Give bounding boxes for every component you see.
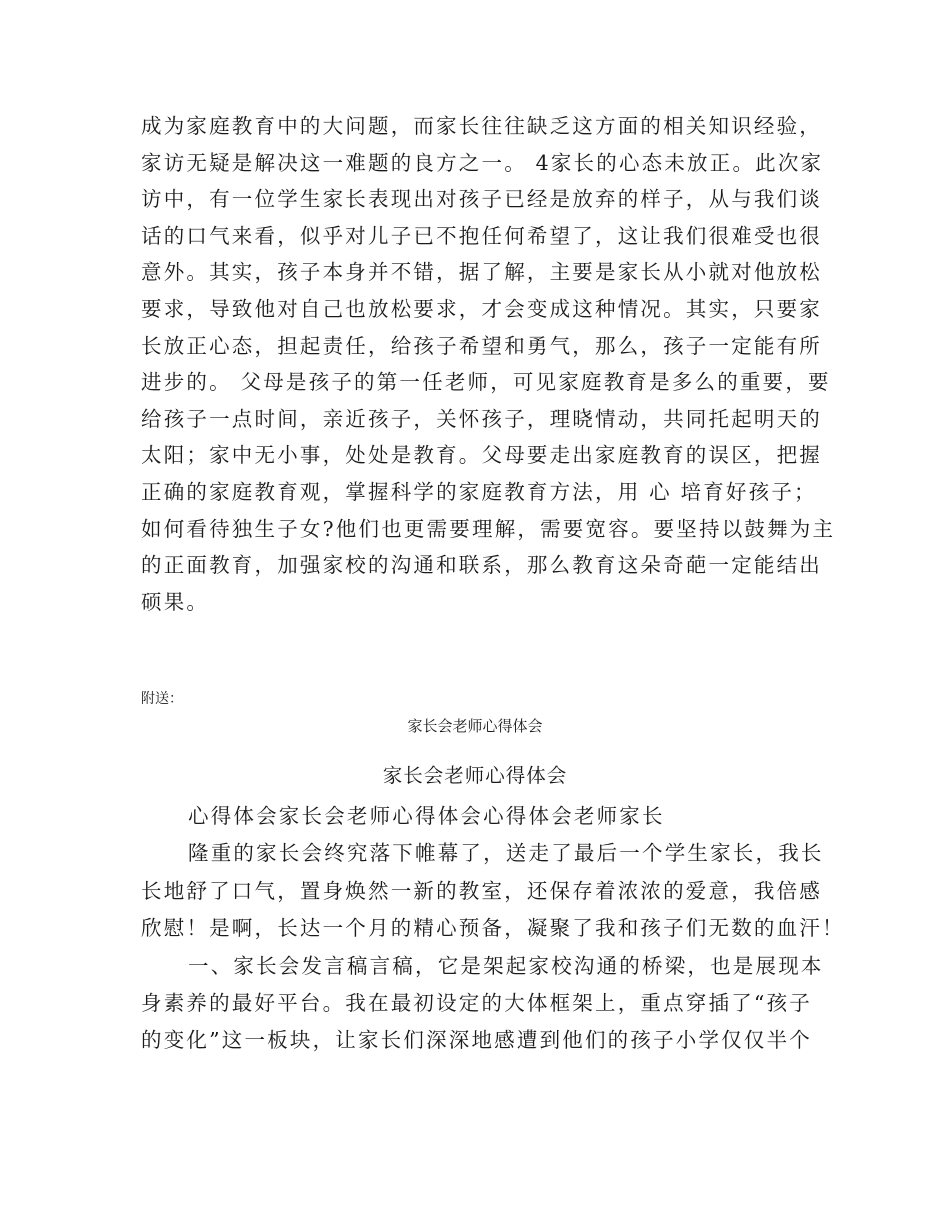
appendix-label: 附送： bbox=[141, 691, 183, 707]
text-line: 家访无疑是解决这一难题的良方之一。 4家长的心态未放正。此次家 bbox=[141, 150, 824, 175]
text-line: 话的口气来看，似乎对儿子已不抱任何希望了，这让我们很难受也很 bbox=[141, 223, 822, 248]
text-line: 长地舒了口气，置身焕然一新的教室，还保存着浓浓的爱意，我倍感 bbox=[141, 878, 822, 903]
text-line: 身素养的最好平台。我在最初设定的大体框架上，重点穿插了“孩子 bbox=[141, 991, 812, 1016]
text-line: 给孩子一点时间，亲近孩子，关怀孩子，理晓情动，共同托起明天的 bbox=[141, 406, 822, 431]
body-paragraph-top bbox=[141, 108, 836, 620]
text-line: 的正面教育，加强家校的沟通和联系，那么教育这朵奇葩一定能结出 bbox=[141, 553, 822, 578]
appendix-small-title: 家长会老师心得体会 bbox=[407, 717, 543, 735]
text-line: 正确的家庭教育观，掌握科学的家庭教育方法，用 心 培育好孩子； bbox=[141, 479, 817, 504]
text-line: 隆重的家长会终究落下帷幕了，送走了最后一个学生家长，我长 bbox=[188, 841, 824, 866]
keywords-line: 心得体会家长会老师心得体会心得体会老师家长 bbox=[188, 804, 665, 828]
text-line: 的变化”这一板块，让家长们深深地感遭到他们的孩子小学仅仅半个 bbox=[141, 1028, 812, 1053]
text-line: 长放正心态，担起责任，给孩子希望和勇气，那么，孩子一定能有所 bbox=[141, 333, 822, 358]
text-line: 进步的。 父母是孩子的第一任老师，可见家庭教育是多么的重要，要 bbox=[141, 370, 831, 395]
text-line: 意外。其实，孩子本身并不错，据了解，主要是家长从小就对他放松 bbox=[141, 260, 822, 285]
text-line: 如何看待独生子女?他们也更需要理解，需要宽容。要坚持以鼓舞为主 bbox=[141, 516, 836, 541]
text-line: 访中，有一位学生家长表现出对孩子已经是放弃的样子，从与我们谈 bbox=[141, 187, 822, 212]
article-title: 家长会老师心得体会 bbox=[382, 764, 568, 787]
text-line: 欣慰！是啊，长达一个月的精心预备，凝聚了我和孩子们无数的血汗！ bbox=[141, 916, 845, 941]
text-line: 要求，导致他对自己也放松要求，才会变成这种情况。其实，只要家 bbox=[141, 296, 822, 321]
text-line: 太阳；家中无小事，处处是教育。父母要走出家庭教育的误区，把握 bbox=[141, 443, 822, 468]
text-line: 成为家庭教育中的大问题，而家长往往缺乏这方面的相关知识经验， bbox=[141, 114, 822, 138]
text-line: 一、家长会发言稿言稿，它是架起家校沟通的桥梁，也是展现本 bbox=[188, 953, 824, 978]
text-line: 硕果。 bbox=[141, 589, 210, 614]
article-body bbox=[141, 798, 845, 1060]
